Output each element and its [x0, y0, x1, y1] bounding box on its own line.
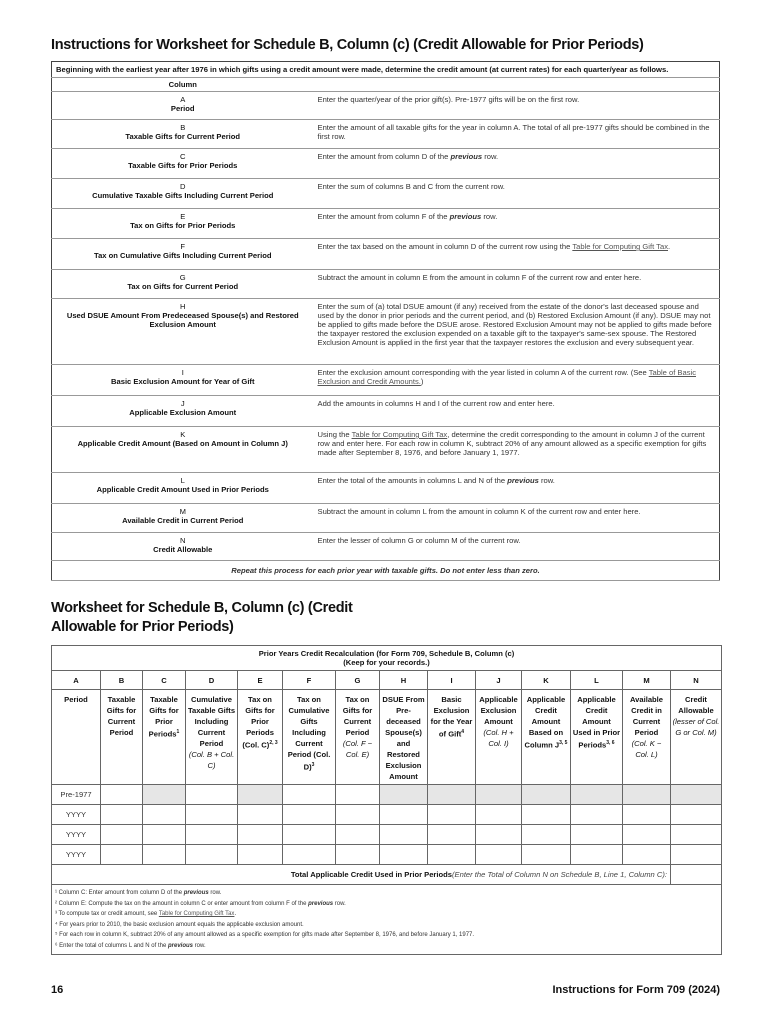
entry-cell[interactable]: [143, 845, 186, 865]
entry-cell[interactable]: [428, 845, 476, 865]
column-letter: J: [476, 671, 522, 690]
entry-cell[interactable]: [671, 785, 722, 805]
header-text: Taxable Gifts for Prior Periods: [148, 695, 179, 739]
link[interactable]: Table for Computing Gift Tax: [351, 430, 448, 439]
entry-cell[interactable]: [380, 785, 428, 805]
header-text: Applicable Exclusion Amount: [479, 695, 518, 726]
column-header: [671, 690, 722, 785]
text-segment: row.: [193, 942, 206, 949]
total-note: (Enter the Total of Column N on Schedule B, Line 1, Column C):: [452, 870, 667, 879]
text-segment: Enter the total of the amounts in columns L and N of the: [317, 476, 508, 485]
entry-cell[interactable]: [101, 785, 143, 805]
column-header: [571, 690, 623, 785]
column-cell: [52, 427, 314, 473]
total-label-cell: [52, 865, 671, 885]
entry-cell[interactable]: [336, 785, 380, 805]
entry-cell[interactable]: [101, 825, 143, 845]
column-letter: J: [180, 399, 185, 408]
column-letter: A: [180, 95, 186, 104]
text-segment: ⁶ Enter the total of columns L and N of the: [55, 942, 168, 949]
footnote-ref: 3, 5: [559, 740, 568, 746]
column-cell: [52, 179, 314, 209]
link[interactable]: Table for Computing Gift Tax: [158, 911, 235, 917]
header-text: Period: [64, 695, 88, 704]
column-cell: [52, 365, 314, 396]
column-header: [283, 690, 336, 785]
entry-cell[interactable]: [522, 805, 571, 825]
text-segment: ² Column E: Compute the tax on the amount in column C or enter amount from column F of the: [55, 900, 309, 907]
column-header: [52, 690, 101, 785]
repeat-row: [52, 561, 720, 581]
column-instruction: [314, 209, 720, 239]
instructions-table: [51, 61, 720, 581]
text-segment: row.: [538, 476, 555, 485]
blank-cell: [314, 78, 720, 92]
column-letter: C: [143, 671, 186, 690]
entry-cell[interactable]: [476, 805, 522, 825]
entry-cell[interactable]: [238, 845, 283, 865]
text-segment: Using the: [317, 430, 352, 439]
column-instruction: [314, 365, 720, 396]
text-segment: Enter the amount from column F of the: [317, 212, 450, 221]
formula-note: (lesser of Col. G or Col. M): [672, 717, 720, 737]
header-text: Applicable Credit Amount Based on Column J: [524, 695, 566, 750]
entry-cell[interactable]: [143, 805, 186, 825]
column-letter: N: [180, 536, 186, 545]
worksheet-caption: [52, 646, 722, 671]
entry-cell[interactable]: [101, 845, 143, 865]
footnote-ref: 2, 3: [269, 740, 278, 746]
text-segment: Subtract the amount in column E from the amount in column F of the current row and enter here.: [317, 273, 642, 282]
text-segment: ⁵ For each row in column K, subtract 20% of any amount allowed as a specific exemption for gifts made after September 8, 1976, and before January 1, 1977.: [55, 932, 475, 938]
entry-cell[interactable]: [283, 805, 336, 825]
entry-cell[interactable]: [283, 825, 336, 845]
link[interactable]: Table for Computing Gift Tax: [572, 242, 668, 251]
footnote-ref: 3, 6: [606, 740, 615, 746]
period-label: Pre-1977: [52, 785, 101, 805]
worksheet-row: [52, 825, 722, 845]
entry-cell[interactable]: [238, 785, 283, 805]
column-instruction: [314, 473, 720, 504]
column-header: [238, 690, 283, 785]
text-segment: row.: [208, 890, 222, 896]
entry-cell[interactable]: [380, 825, 428, 845]
repeat-note: Repeat this process for each prior year with taxable gifts. Do not enter less than zero.: [52, 561, 720, 581]
entry-cell[interactable]: [143, 825, 186, 845]
entry-cell[interactable]: [336, 825, 380, 845]
worksheet-row: [52, 845, 722, 865]
entry-cell[interactable]: [428, 825, 476, 845]
column-header: Column: [52, 78, 314, 92]
entry-cell[interactable]: [336, 805, 380, 825]
header-text: Credit Allowable: [678, 695, 714, 715]
text-segment: previous: [450, 152, 483, 161]
text-segment: Enter the exclusion amount corresponding with the year listed in column A of the current row. (See: [317, 368, 649, 377]
column-letter: I: [181, 368, 184, 377]
column-cell: [52, 209, 314, 239]
column-letter: F: [180, 242, 186, 251]
footnote: [55, 930, 720, 941]
column-name: Applicable Credit Amount (Based on Amount in Column J): [77, 439, 288, 448]
text-segment: previous: [183, 890, 209, 896]
instruction-row: [52, 209, 720, 239]
worksheet-row: [52, 805, 722, 825]
entry-cell[interactable]: [143, 785, 186, 805]
column-instruction: [314, 533, 720, 561]
instruction-row: [52, 533, 720, 561]
column-name: Taxable Gifts for Prior Periods: [128, 161, 238, 170]
period-label: YYYY: [52, 845, 101, 865]
column-name: Applicable Credit Amount Used in Prior Periods: [96, 485, 269, 494]
entry-cell[interactable]: [623, 805, 671, 825]
header-text: Taxable Gifts for Current Period: [106, 695, 137, 737]
entry-cell[interactable]: [623, 785, 671, 805]
column-cell: [52, 299, 314, 365]
column-name: Available Credit in Current Period: [122, 516, 244, 525]
column-letter: C: [180, 152, 186, 161]
entry-cell[interactable]: [671, 805, 722, 825]
text-segment: row.: [481, 212, 498, 221]
column-letter: H: [180, 302, 186, 311]
header-text: Tax on Gifts for Current Period: [342, 695, 373, 737]
column-letter: D: [180, 182, 186, 191]
formula-note: (Col. K − Col. L): [631, 739, 662, 759]
column-instruction: [314, 239, 720, 270]
instruction-row: [52, 92, 720, 120]
entry-cell[interactable]: [238, 805, 283, 825]
total-row: [52, 865, 722, 885]
column-name: Credit Allowable: [153, 545, 213, 554]
column-instruction: [314, 504, 720, 533]
text-segment: ¹ Column C: Enter amount from column D of the: [55, 890, 184, 896]
header-text: Applicable Credit Amount Used in Prior Periods: [572, 695, 621, 750]
instruction-row: [52, 473, 720, 504]
column-header: [101, 690, 143, 785]
column-instruction: [314, 427, 720, 473]
entry-cell[interactable]: [476, 845, 522, 865]
header-text: DSUE From Pre-deceased Spouse(s) and Restored Exclusion Amount: [382, 695, 425, 781]
link[interactable]: Table of Basic Exclusion and Credit Amounts.: [317, 368, 696, 386]
column-letter: L: [180, 476, 185, 485]
caption-row: [52, 646, 722, 671]
text-segment: Enter the sum of columns B and C from the current row.: [317, 182, 505, 191]
footnote: [55, 909, 720, 920]
total-entry-cell[interactable]: [671, 865, 722, 885]
entry-cell[interactable]: [101, 805, 143, 825]
column-letter: A: [52, 671, 101, 690]
page-number: 16: [51, 984, 64, 996]
text-segment: , determine the credit corresponding to the amount in column J of the current row and enter here. For each row in column K, subtract 20% of any amount allowed as a specific exemption for gifts made after September 8, 1976, and before January 1, 1977.: [317, 430, 707, 457]
instruction-row: [52, 504, 720, 533]
worksheet-row: [52, 785, 722, 805]
footnotes-row: [52, 885, 722, 955]
column-name: Used DSUE Amount From Predeceased Spouse(s) and Restored Exclusion Amount: [66, 311, 299, 329]
column-header: [476, 690, 522, 785]
header-text: Basic Exclusion for the Year of Gift: [430, 695, 473, 739]
column-header: [186, 690, 238, 785]
column-letter: F: [283, 671, 336, 690]
entry-cell[interactable]: [571, 785, 623, 805]
entry-cell[interactable]: [671, 825, 722, 845]
text-segment: previous: [507, 476, 539, 485]
worksheet-title: [51, 599, 720, 637]
text-segment: Enter the amount of all taxable gifts for the year in column A. The total of all pre-1977 gifts should be combined in the first row.: [317, 123, 710, 141]
text-segment: Enter the quarter/year of the prior gift(s). Pre-1977 gifts will be on the first row.: [317, 95, 580, 104]
entry-cell[interactable]: [671, 845, 722, 865]
instruction-row: [52, 427, 720, 473]
letters-row: [52, 671, 722, 690]
worksheet-title-line2: Allowable for Prior Periods): [51, 619, 234, 635]
column-instruction: [314, 179, 720, 209]
column-name: Tax on Gifts for Current Period: [127, 282, 239, 291]
form-footer: Instructions for Form 709 (2024): [552, 984, 720, 996]
period-label: YYYY: [52, 805, 101, 825]
entry-cell[interactable]: [336, 845, 380, 865]
caption-line1: Prior Years Credit Recalculation (for Form 709, Schedule B, Column (c): [258, 649, 515, 658]
column-cell: [52, 120, 314, 149]
column-header: [522, 690, 571, 785]
column-header: [336, 690, 380, 785]
column-letter: M: [179, 507, 186, 516]
text-segment: ³ To compute tax or credit amount, see: [55, 911, 159, 917]
entry-cell[interactable]: [380, 805, 428, 825]
instruction-row: [52, 365, 720, 396]
footnote: [55, 941, 720, 952]
text-segment: .: [668, 242, 671, 251]
column-header: [380, 690, 428, 785]
entry-cell[interactable]: [238, 825, 283, 845]
entry-cell[interactable]: [283, 785, 336, 805]
column-header-row: [52, 78, 720, 92]
footnote-ref: 4: [461, 729, 465, 735]
column-header: [143, 690, 186, 785]
footnote-ref: 1: [176, 729, 180, 735]
column-name: Basic Exclusion Amount for Year of Gift: [111, 377, 255, 386]
worksheet-title-line1: Worksheet for Schedule B, Column (c) (Credit: [51, 600, 353, 616]
entry-cell[interactable]: [623, 845, 671, 865]
footnote: [55, 899, 720, 910]
caption-line2: (Keep for your records.): [343, 658, 430, 667]
column-instruction: [314, 299, 720, 365]
column-name: Cumulative Taxable Gifts Including Current Period: [92, 191, 274, 200]
instruction-row: [52, 299, 720, 365]
column-header: [428, 690, 476, 785]
column-cell: [52, 92, 314, 120]
entry-cell[interactable]: [522, 845, 571, 865]
entry-cell[interactable]: [428, 805, 476, 825]
instruction-row: [52, 270, 720, 299]
period-label: YYYY: [52, 825, 101, 845]
column-letter: G: [336, 671, 380, 690]
formula-note: (Col. B + Col. C): [188, 750, 235, 770]
text-segment: previous: [449, 212, 482, 221]
text-segment: previous: [308, 900, 334, 907]
column-cell: [52, 533, 314, 561]
column-cell: [52, 504, 314, 533]
text-segment: previous: [167, 942, 193, 949]
column-instruction: [314, 270, 720, 299]
instructions-title: Instructions for Worksheet for Schedule B, Column (c) (Credit Allowable for Prior Periods): [51, 37, 644, 53]
footnotes: [52, 885, 722, 955]
column-letter: D: [186, 671, 238, 690]
column-name: Taxable Gifts for Current Period: [125, 132, 241, 141]
column-instruction: [314, 92, 720, 120]
column-instruction: [314, 120, 720, 149]
column-letter: E: [238, 671, 283, 690]
entry-cell[interactable]: [571, 825, 623, 845]
entry-cell[interactable]: [476, 825, 522, 845]
column-cell: [52, 473, 314, 504]
text-segment: row.: [333, 900, 346, 907]
text-segment: ⁴ For years prior to 2010, the basic exclusion amount equals the applicable exclusion amount.: [55, 921, 304, 928]
intro-row: [52, 62, 720, 78]
instruction-row: [52, 179, 720, 209]
entry-cell[interactable]: [283, 845, 336, 865]
page-footer: [51, 968, 720, 996]
column-letter: I: [428, 671, 476, 690]
formula-note: (Col. F − Col. E): [342, 739, 373, 759]
entry-cell[interactable]: [186, 805, 238, 825]
column-name: Period: [170, 104, 195, 113]
instruction-row: [52, 149, 720, 179]
text-segment: Enter the sum of (a) total DSUE amount (if any) received from the estate of the donor's last deceased spouse and used by the donor in prior periods and the current period, and (b) Restored Exclusion Amount (if any). DSUE may not be applied to gifts made before the DSUE arose. Restored Exclusion Amount may not be applied to gifts made before the taxpayer restored the exclusion expended on a taxable gift to the taxpayer's same-sex spouse. The Restored Exclusion Amount is applied in the first year that the taxpayer restores the exclusion and every subsequent year.: [317, 302, 712, 347]
column-header: [623, 690, 671, 785]
worksheet-table: [51, 645, 722, 955]
header-text: Available Credit in Current Period: [629, 695, 664, 737]
footnote: [55, 920, 720, 931]
text-segment: Enter the tax based on the amount in column D of the current row using the: [317, 242, 573, 251]
column-name: Tax on Gifts for Prior Periods: [130, 221, 236, 230]
entry-cell[interactable]: [186, 845, 238, 865]
column-letter: N: [671, 671, 722, 690]
instruction-row: [52, 120, 720, 149]
column-letter: L: [571, 671, 623, 690]
column-cell: [52, 149, 314, 179]
column-letter: B: [180, 123, 186, 132]
column-instruction: [314, 149, 720, 179]
header-text: Tax on Gifts for Prior Periods (Col. C): [242, 695, 275, 750]
entry-cell[interactable]: [186, 785, 238, 805]
entry-cell[interactable]: [380, 845, 428, 865]
column-letter: E: [180, 212, 186, 221]
column-letter: H: [380, 671, 428, 690]
column-letter: B: [101, 671, 143, 690]
column-cell: [52, 270, 314, 299]
column-cell: [52, 239, 314, 270]
text-segment: Add the amounts in columns H and I of the current row and enter here.: [317, 399, 555, 408]
text-segment: .: [234, 911, 237, 917]
column-instruction: [314, 396, 720, 427]
entry-cell[interactable]: [522, 785, 571, 805]
column-letter: K: [522, 671, 571, 690]
entry-cell[interactable]: [522, 825, 571, 845]
column-letter: G: [179, 273, 186, 282]
entry-cell[interactable]: [571, 805, 623, 825]
text-segment: Enter the lesser of column G or column M of the current row.: [317, 536, 521, 545]
entry-cell[interactable]: [476, 785, 522, 805]
entry-cell[interactable]: [571, 845, 623, 865]
entry-cell[interactable]: [186, 825, 238, 845]
footnote-ref: 3: [311, 762, 315, 768]
footnote: [55, 888, 720, 899]
instruction-row: [52, 239, 720, 270]
intro-text: Beginning with the earliest year after 1976 in which gifts using a credit amount were made, determine the credit amount (at current rates) for each quarter/year as follows.: [52, 62, 720, 78]
text-segment: ): [420, 377, 424, 386]
text-segment: Subtract the amount in column L from the amount in column K of the current row and enter here.: [317, 507, 641, 516]
column-name: Applicable Exclusion Amount: [129, 408, 237, 417]
text-segment: row.: [482, 152, 499, 161]
formula-note: (Col. H + Col. I): [483, 728, 514, 748]
header-text: Cumulative Taxable Gifts Including Current Period: [187, 695, 236, 748]
column-letter: M: [623, 671, 671, 690]
column-letter: K: [180, 430, 186, 439]
entry-cell[interactable]: [428, 785, 476, 805]
header-text: Tax on Cumulative Gifts Including Current Period (Col. D): [287, 695, 331, 772]
column-cell: [52, 396, 314, 427]
total-label: Total Applicable Credit Used in Prior Periods: [290, 870, 452, 879]
instruction-row: [52, 396, 720, 427]
headers-row: [52, 690, 722, 785]
text-segment: Enter the amount from column D of the: [317, 152, 451, 161]
column-name: Tax on Cumulative Gifts Including Current Period: [94, 251, 272, 260]
entry-cell[interactable]: [623, 825, 671, 845]
